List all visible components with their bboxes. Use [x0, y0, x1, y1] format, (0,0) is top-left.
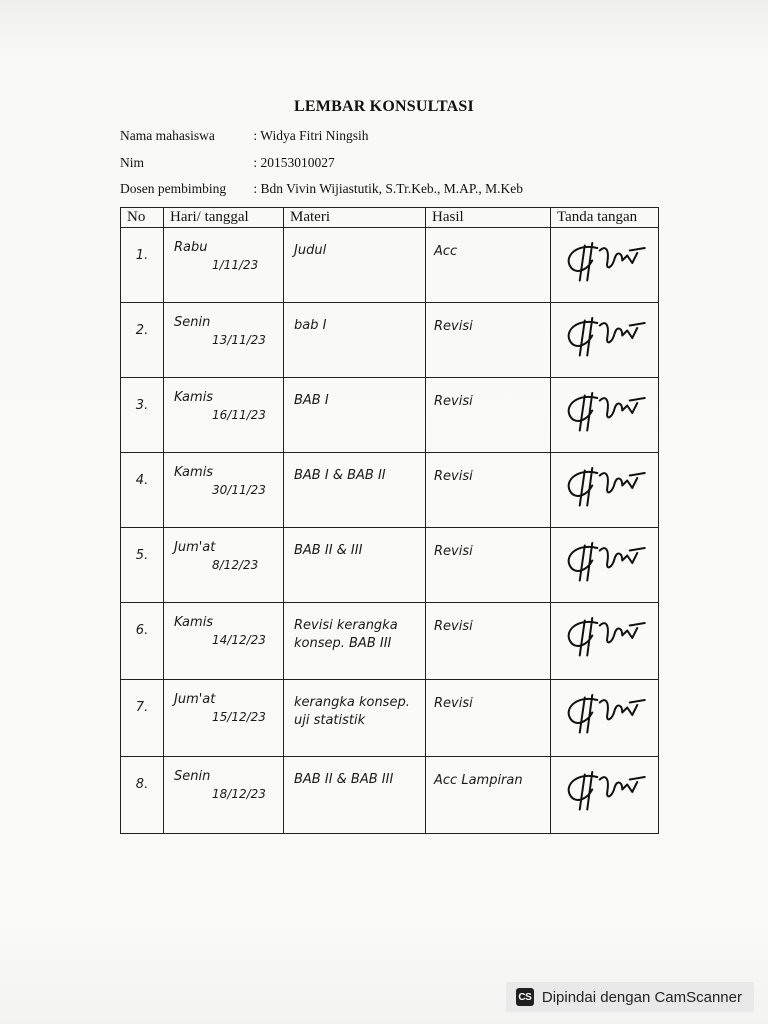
cell-date — [164, 453, 284, 528]
row-day: Jum'at — [174, 692, 216, 707]
signature-icon — [561, 388, 651, 438]
row-number: 4. — [135, 473, 149, 488]
cell-materi — [284, 528, 426, 603]
camscanner-watermark — [506, 982, 754, 1012]
row-materi: Judul — [294, 243, 327, 258]
info-label: Nama mahasiswa — [120, 128, 215, 143]
cell-hasil — [426, 603, 551, 680]
table-row — [121, 603, 659, 680]
row-number: 3. — [135, 398, 149, 413]
row-day: Kamis — [174, 390, 214, 405]
cell-no — [121, 757, 164, 834]
cell-materi — [284, 303, 426, 378]
row-date: 18/12/23 — [212, 787, 266, 801]
row-number: 7. — [135, 700, 149, 715]
cell-hasil — [426, 228, 551, 303]
cell-signature — [551, 453, 659, 528]
row-date: 14/12/23 — [212, 633, 266, 647]
row-day: Senin — [174, 315, 211, 330]
info-row-dosen — [120, 181, 523, 197]
row-hasil: Acc — [434, 244, 458, 259]
cell-materi — [284, 757, 426, 834]
info-row-nama — [120, 128, 368, 144]
header-date: Hari/ tanggal — [164, 208, 284, 228]
cell-signature — [551, 680, 659, 757]
cell-signature — [551, 757, 659, 834]
table-row — [121, 453, 659, 528]
table-row — [121, 228, 659, 303]
row-hasil: Revisi — [434, 544, 473, 559]
row-number: 8. — [135, 777, 149, 792]
row-materi: BAB II & III — [294, 543, 363, 558]
row-hasil: Acc Lampiran — [434, 773, 523, 788]
camscanner-label: Dipindai dengan CamScanner — [541, 988, 742, 1006]
table-row — [121, 528, 659, 603]
row-date: 15/12/23 — [212, 710, 266, 724]
header-materi: Materi — [284, 208, 426, 228]
row-materi: BAB II & BAB III — [294, 772, 394, 787]
cell-signature — [551, 528, 659, 603]
row-day: Jum'at — [174, 540, 216, 555]
cell-signature — [551, 603, 659, 680]
header-no: No — [121, 208, 164, 228]
signature-icon — [561, 463, 651, 513]
page-title: LEMBAR KONSULTASI — [294, 98, 474, 115]
info-label: Dosen pembimbing — [120, 181, 227, 196]
signature-icon — [561, 313, 651, 363]
signature-icon — [561, 238, 651, 288]
cell-hasil — [426, 453, 551, 528]
cell-hasil — [426, 680, 551, 757]
row-materi: kerangka konsep. uji statistik — [294, 695, 410, 728]
cell-no — [121, 453, 164, 528]
row-number: 5. — [135, 548, 149, 563]
row-hasil: Revisi — [434, 696, 473, 711]
cell-materi — [284, 228, 426, 303]
row-date: 30/11/23 — [212, 483, 266, 497]
cell-materi — [284, 680, 426, 757]
cell-date — [164, 603, 284, 680]
cell-no — [121, 680, 164, 757]
signature-icon — [561, 767, 651, 817]
row-number: 6. — [135, 623, 149, 638]
row-materi: Revisi kerangka konsep. BAB III — [294, 618, 398, 651]
row-number: 1. — [135, 248, 149, 263]
cell-signature — [551, 303, 659, 378]
table-row — [121, 680, 659, 757]
cell-no — [121, 528, 164, 603]
row-hasil: Revisi — [434, 319, 473, 334]
info-row-nim — [120, 155, 335, 171]
row-hasil: Revisi — [434, 619, 473, 634]
row-number: 2. — [135, 323, 149, 338]
cell-materi — [284, 603, 426, 680]
row-date: 1/11/23 — [212, 258, 259, 272]
table-row — [121, 303, 659, 378]
row-materi: BAB I & BAB II — [294, 468, 386, 483]
cell-signature — [551, 228, 659, 303]
cell-hasil — [426, 378, 551, 453]
row-hasil: Revisi — [434, 469, 473, 484]
cell-date — [164, 228, 284, 303]
cell-date — [164, 528, 284, 603]
cell-materi — [284, 378, 426, 453]
cell-hasil — [426, 528, 551, 603]
signature-icon — [561, 538, 651, 588]
signature-icon — [561, 613, 651, 663]
row-materi: bab I — [294, 318, 327, 333]
header-ttd: Tanda tangan — [551, 208, 659, 228]
row-day: Kamis — [174, 465, 214, 480]
row-materi: BAB I — [294, 393, 329, 408]
row-day: Senin — [174, 769, 211, 784]
table-row — [121, 378, 659, 453]
cell-no — [121, 303, 164, 378]
table-header-row — [121, 208, 659, 228]
info-value: : Widya Fitri Ningsih — [253, 128, 369, 143]
cell-no — [121, 603, 164, 680]
cell-date — [164, 680, 284, 757]
cell-date — [164, 378, 284, 453]
cell-hasil — [426, 303, 551, 378]
info-value: : 20153010027 — [253, 155, 335, 170]
info-label: Nim — [120, 155, 145, 170]
cell-no — [121, 378, 164, 453]
cell-materi — [284, 453, 426, 528]
cell-date — [164, 757, 284, 834]
row-day: Kamis — [174, 615, 214, 630]
cell-no — [121, 228, 164, 303]
row-hasil: Revisi — [434, 394, 473, 409]
row-date: 16/11/23 — [212, 408, 266, 422]
cell-signature — [551, 378, 659, 453]
row-date: 8/12/23 — [212, 558, 259, 572]
info-value: : Bdn Vivin Wijiastutik, S.Tr.Keb., M.AP., M.Keb — [253, 181, 523, 196]
table-row — [121, 757, 659, 834]
cell-date — [164, 303, 284, 378]
consultation-table — [120, 207, 659, 834]
header-hasil: Hasil — [426, 208, 551, 228]
row-day: Rabu — [174, 240, 208, 255]
cell-hasil — [426, 757, 551, 834]
row-date: 13/11/23 — [212, 333, 266, 347]
camscanner-logo-icon: CS — [516, 988, 534, 1006]
signature-icon — [561, 690, 651, 740]
